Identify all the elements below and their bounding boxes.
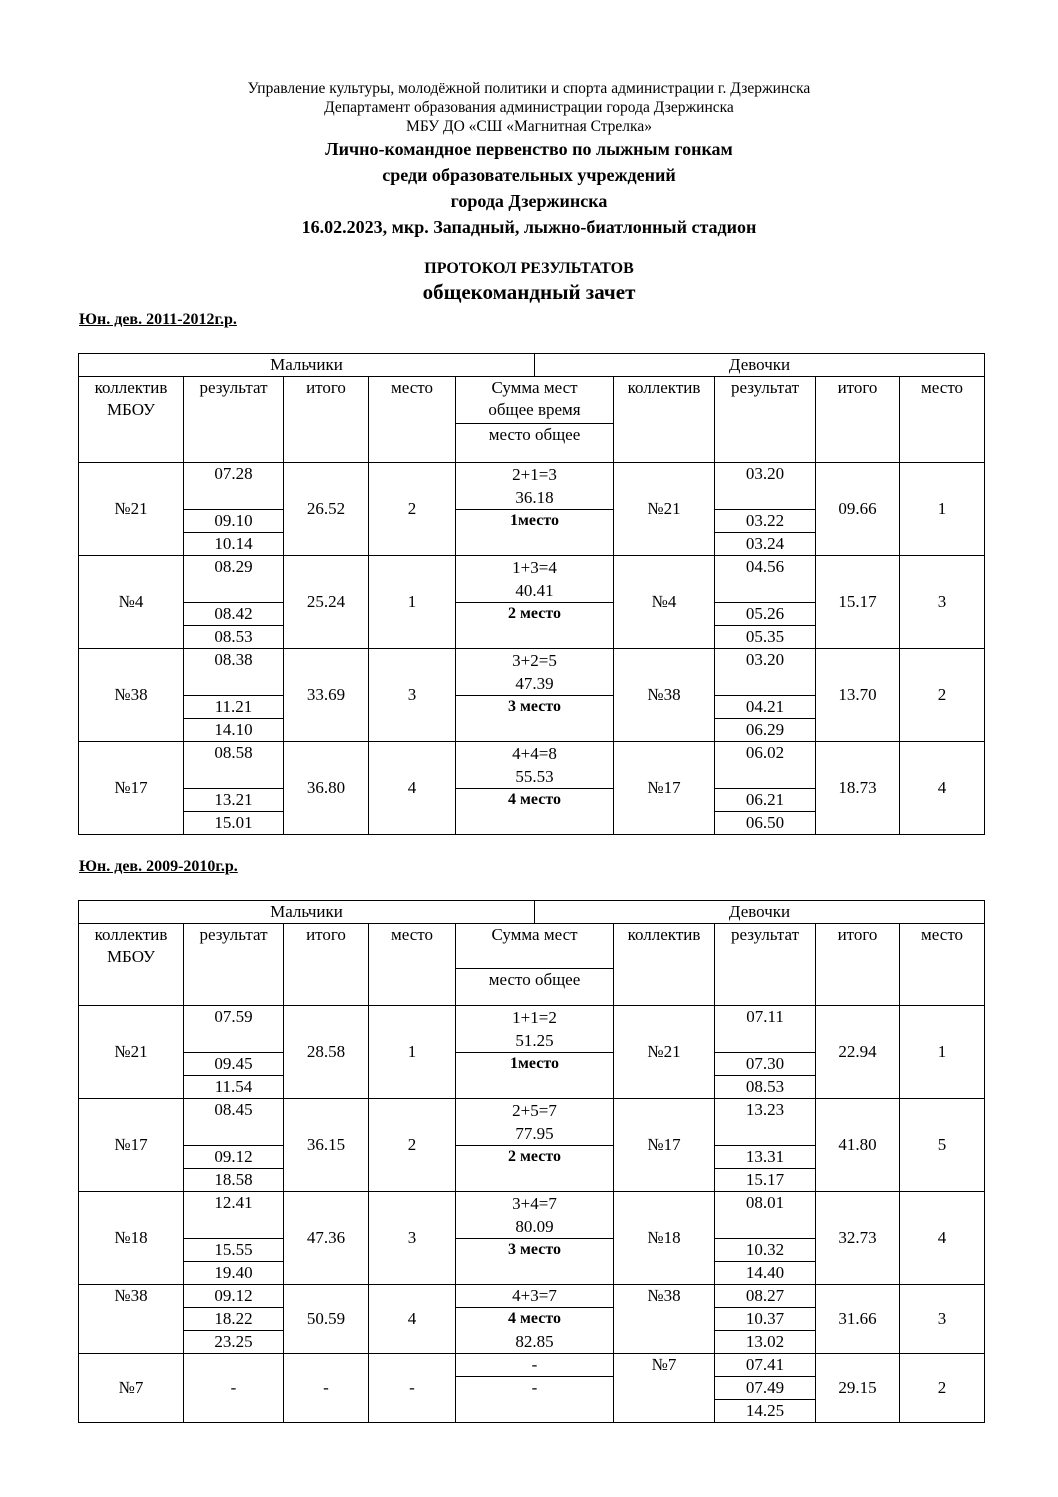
girls-result: 05.35 — [715, 626, 816, 649]
girls-result: 03.22 — [715, 510, 816, 533]
blank-cell — [456, 812, 614, 835]
girls-result: 13.02 — [715, 1331, 816, 1354]
boys-result: 08.58 — [184, 742, 284, 789]
boys-place: 4 — [369, 1285, 456, 1354]
girls-total: 31.66 — [816, 1285, 900, 1354]
boys-result: 18.58 — [184, 1169, 284, 1192]
girls-result: 06.50 — [715, 812, 816, 835]
boys-header: Мальчики — [79, 901, 535, 924]
header-line-3: МБУ ДО «СШ «Магнитная Стрелка» — [406, 118, 652, 135]
sum-places: 1+3=4 — [456, 556, 614, 580]
girls-team: №38 — [614, 649, 715, 742]
boys-total: 25.24 — [284, 556, 369, 649]
girls-team: №17 — [614, 742, 715, 835]
col-sum: Сумма мест — [491, 378, 578, 397]
col-team-g: коллектив — [614, 924, 715, 1006]
boys-place: 1 — [369, 556, 456, 649]
girls-place: 2 — [900, 649, 985, 742]
girls-result: 14.40 — [715, 1262, 816, 1285]
boys-result: - — [184, 1354, 284, 1423]
girls-result: 08.27 — [715, 1285, 816, 1308]
girls-place: 4 — [900, 742, 985, 835]
girls-place: 1 — [900, 463, 985, 556]
girls-header: Девочки — [535, 354, 985, 377]
girls-total: 32.73 — [816, 1192, 900, 1285]
girls-place: 4 — [900, 1192, 985, 1285]
boys-result: 07.59 — [184, 1006, 284, 1053]
boys-result: 09.45 — [184, 1053, 284, 1076]
boys-result: 08.29 — [184, 556, 284, 603]
boys-total: - — [284, 1354, 369, 1423]
sum-places: 1+1=2 — [456, 1006, 614, 1030]
col-total-g: итого — [816, 377, 900, 463]
header-line-2: Департамент образования администрации города Дзержинска — [324, 99, 734, 116]
boys-place: 3 — [369, 649, 456, 742]
total-time: 40.41 — [456, 579, 614, 603]
team: №4 — [79, 556, 184, 649]
girls-result: 05.26 — [715, 603, 816, 626]
boys-result: 12.41 — [184, 1192, 284, 1239]
col-total-g: итого — [816, 924, 900, 1006]
girls-total: 22.94 — [816, 1006, 900, 1099]
girls-result: 06.29 — [715, 719, 816, 742]
results-table-2 — [78, 900, 985, 1423]
col-result: результат — [184, 924, 284, 1006]
girls-result: 03.24 — [715, 533, 816, 556]
girls-result: 08.01 — [715, 1192, 816, 1239]
boys-result: 08.42 — [184, 603, 284, 626]
total-time: 55.53 — [456, 765, 614, 789]
boys-result: 09.12 — [184, 1146, 284, 1169]
blank-cell — [456, 1262, 614, 1285]
col-result: результат — [184, 377, 284, 463]
overall-place: - — [456, 1377, 614, 1423]
boys-result: 10.14 — [184, 533, 284, 556]
col-place: место — [369, 924, 456, 1006]
girls-total: 15.17 — [816, 556, 900, 649]
header-line-1: Управление культуры, молодёжной политики и спорта администрации г. Дзержинска — [247, 80, 811, 97]
total-time: 47.39 — [456, 672, 614, 696]
protocol-title: ПРОТОКОЛ РЕЗУЛЬТАТОВ — [424, 260, 634, 277]
girls-team: №21 — [614, 463, 715, 556]
sum-places: 2+5=7 — [456, 1099, 614, 1123]
team: №17 — [79, 742, 184, 835]
boys-total: 47.36 — [284, 1192, 369, 1285]
document-header — [0, 79, 1058, 240]
girls-result: 08.53 — [715, 1076, 816, 1099]
protocol-heading — [0, 259, 1058, 305]
overall-place: 3 место — [456, 696, 614, 719]
col-place-g: место — [900, 924, 985, 1006]
overall-place: 2 место — [456, 1146, 614, 1169]
boys-result: 11.54 — [184, 1076, 284, 1099]
girls-place: 2 — [900, 1354, 985, 1423]
girls-place: 3 — [900, 556, 985, 649]
girls-total: 29.15 — [816, 1354, 900, 1423]
girls-team: №18 — [614, 1192, 715, 1285]
col-team: коллектив МБОУ — [79, 377, 184, 463]
sum-places: - — [456, 1354, 614, 1377]
col-total: итого — [284, 377, 369, 463]
boys-result: 09.10 — [184, 510, 284, 533]
boys-total: 26.52 — [284, 463, 369, 556]
boys-header: Мальчики — [79, 354, 535, 377]
boys-result: 15.01 — [184, 812, 284, 835]
boys-total: 50.59 — [284, 1285, 369, 1354]
group-title-1: Юн. дев. 2011-2012г.р. — [79, 311, 237, 328]
team: №38 — [79, 649, 184, 742]
girls-result: 10.32 — [715, 1239, 816, 1262]
total-time: 80.09 — [456, 1215, 614, 1239]
girls-result: 07.41 — [715, 1354, 816, 1377]
total-time: 82.85 — [456, 1331, 614, 1354]
col-overall: место общее — [456, 969, 614, 1006]
girls-team: №4 — [614, 556, 715, 649]
blank-cell — [456, 1169, 614, 1192]
girls-team: №7 — [614, 1354, 715, 1423]
girls-result: 06.02 — [715, 742, 816, 789]
boys-place: 1 — [369, 1006, 456, 1099]
blank-cell — [456, 533, 614, 556]
girls-result: 07.30 — [715, 1053, 816, 1076]
boys-result: 14.10 — [184, 719, 284, 742]
boys-place: - — [369, 1354, 456, 1423]
boys-result: 11.21 — [184, 696, 284, 719]
girls-total: 13.70 — [816, 649, 900, 742]
girls-result: 13.31 — [715, 1146, 816, 1169]
event-title-1: Лично-командное первенство по лыжным гонкам — [325, 139, 733, 159]
overall-place: 4 место — [456, 1308, 614, 1331]
girls-team: №17 — [614, 1099, 715, 1192]
girls-result: 06.21 — [715, 789, 816, 812]
overall-place: 4 место — [456, 789, 614, 812]
col-sum-time — [456, 377, 614, 424]
boys-result: 18.22 — [184, 1308, 284, 1331]
sum-places: 4+3=7 — [456, 1285, 614, 1308]
boys-result: 07.28 — [184, 463, 284, 510]
boys-result: 15.55 — [184, 1239, 284, 1262]
total-time: 51.25 — [456, 1029, 614, 1053]
col-team-g: коллектив — [614, 377, 715, 463]
col-place: место — [369, 377, 456, 463]
col-sum: Сумма мест — [456, 924, 614, 969]
col-total: итого — [284, 924, 369, 1006]
group-title-2: Юн. дев. 2009-2010г.р. — [79, 858, 238, 875]
col-time: общее время — [488, 400, 581, 419]
sum-places: 4+4=8 — [456, 742, 614, 766]
total-time: 36.18 — [456, 486, 614, 510]
team: №21 — [79, 1006, 184, 1099]
col-place-g: место — [900, 377, 985, 463]
overall-place: 1место — [456, 510, 614, 533]
team: №21 — [79, 463, 184, 556]
girls-team: №38 — [614, 1285, 715, 1354]
col-result-g: результат — [715, 924, 816, 1006]
results-table-1 — [78, 353, 985, 835]
team: №17 — [79, 1099, 184, 1192]
girls-place: 3 — [900, 1285, 985, 1354]
girls-result: 13.23 — [715, 1099, 816, 1146]
girls-total: 18.73 — [816, 742, 900, 835]
girls-result: 03.20 — [715, 649, 816, 696]
col-result-g: результат — [715, 377, 816, 463]
girls-total: 41.80 — [816, 1099, 900, 1192]
event-date-venue: 16.02.2023, мкр. Западный, лыжно-биатлонный стадион — [301, 217, 757, 237]
boys-result: 08.53 — [184, 626, 284, 649]
protocol-subtitle: общекомандный зачет — [422, 280, 636, 304]
boys-result: 09.12 — [184, 1285, 284, 1308]
boys-result: 08.38 — [184, 649, 284, 696]
girls-result: 07.49 — [715, 1377, 816, 1400]
boys-place: 4 — [369, 742, 456, 835]
col-overall: место общее — [456, 424, 614, 463]
boys-result: 13.21 — [184, 789, 284, 812]
boys-result: 23.25 — [184, 1331, 284, 1354]
total-time: 77.95 — [456, 1122, 614, 1146]
girls-result: 03.20 — [715, 463, 816, 510]
girls-result: 04.21 — [715, 696, 816, 719]
girls-result: 15.17 — [715, 1169, 816, 1192]
team: №38 — [79, 1285, 184, 1354]
event-title-2: среди образовательных учреждений — [382, 165, 676, 185]
blank-cell — [456, 626, 614, 649]
col-team: коллектив МБОУ — [79, 924, 184, 1006]
boys-place: 2 — [369, 1099, 456, 1192]
girls-result: 07.11 — [715, 1006, 816, 1053]
boys-total: 36.15 — [284, 1099, 369, 1192]
team: №7 — [79, 1354, 184, 1423]
girls-team: №21 — [614, 1006, 715, 1099]
girls-result: 10.37 — [715, 1308, 816, 1331]
boys-place: 3 — [369, 1192, 456, 1285]
sum-places: 3+4=7 — [456, 1192, 614, 1216]
overall-place: 3 место — [456, 1239, 614, 1262]
overall-place: 1место — [456, 1053, 614, 1076]
girls-result: 04.56 — [715, 556, 816, 603]
boys-result: 08.45 — [184, 1099, 284, 1146]
boys-total: 28.58 — [284, 1006, 369, 1099]
girls-total: 09.66 — [816, 463, 900, 556]
event-title-3: города Дзержинска — [450, 191, 608, 211]
team: №18 — [79, 1192, 184, 1285]
sum-places: 2+1=3 — [456, 463, 614, 487]
girls-header: Девочки — [535, 901, 985, 924]
girls-place: 1 — [900, 1006, 985, 1099]
overall-place: 2 место — [456, 603, 614, 626]
blank-cell — [456, 1076, 614, 1099]
girls-result: 14.25 — [715, 1400, 816, 1423]
boys-total: 36.80 — [284, 742, 369, 835]
boys-result: 19.40 — [184, 1262, 284, 1285]
girls-place: 5 — [900, 1099, 985, 1192]
boys-place: 2 — [369, 463, 456, 556]
sum-places: 3+2=5 — [456, 649, 614, 673]
blank-cell — [456, 719, 614, 742]
boys-total: 33.69 — [284, 649, 369, 742]
